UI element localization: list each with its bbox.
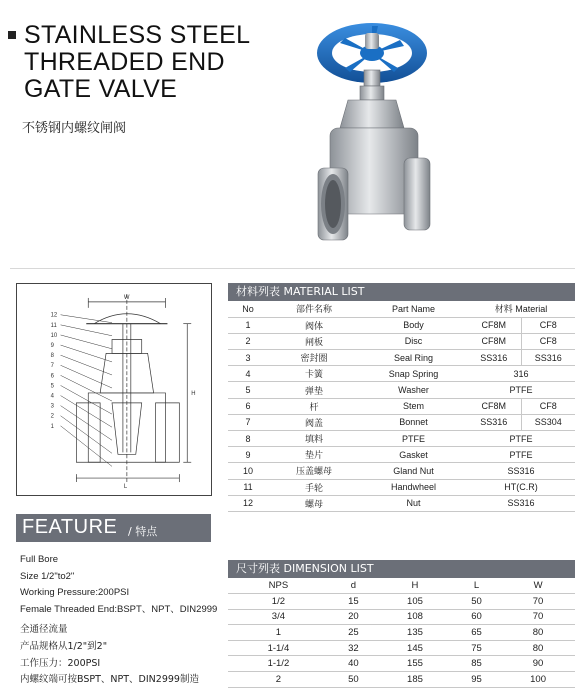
material-no: 3: [228, 350, 268, 366]
dimension-cell: 135: [378, 625, 452, 641]
dimension-cell: 1-1/4: [228, 640, 329, 656]
dimension-cell: 70: [501, 594, 575, 610]
dimension-cell: 3/4: [228, 609, 329, 625]
material-part-en: Gland Nut: [360, 463, 467, 479]
leader-line: [61, 406, 112, 441]
dimension-cell: 50: [452, 594, 501, 610]
part-number-label: 6: [50, 373, 54, 380]
material-value: SS316: [467, 495, 575, 511]
leader-line: [61, 345, 112, 362]
col-material: 材料 Material: [467, 301, 575, 317]
material-part-en: Stem: [360, 398, 467, 414]
leader-line: [61, 396, 112, 428]
part-number-label: 4: [50, 393, 54, 400]
title-line-3: GATE VALVE: [24, 75, 178, 103]
material-part-cn: 阀盖: [268, 414, 360, 430]
dim-col-d: d: [329, 578, 378, 594]
dim-col-w: W: [501, 578, 575, 594]
dimension-row: [228, 625, 575, 641]
dimension-row: [228, 640, 575, 656]
dim-col-l: L: [452, 578, 501, 594]
material-no: 11: [228, 479, 268, 495]
dimension-row: [228, 609, 575, 625]
material-part-en: Body: [360, 317, 467, 333]
dimension-cell: 85: [452, 656, 501, 672]
valve-product-image: [300, 8, 450, 258]
material-part-cn: 手轮: [268, 479, 360, 495]
material-part-cn: 卡簧: [268, 366, 360, 382]
dim-w-label: W: [123, 294, 130, 301]
part-number-label: 8: [50, 353, 54, 360]
dimension-cell: 15: [329, 594, 378, 610]
material-part-cn: 垫片: [268, 447, 360, 463]
part-number-label: 2: [50, 413, 54, 420]
material-part-en: Seal Ring: [360, 350, 467, 366]
dimension-cell: 70: [501, 609, 575, 625]
title-bullet: [8, 31, 16, 39]
dimension-cell: 90: [501, 656, 575, 672]
material-part-en: PTFE: [360, 431, 467, 447]
leader-line: [61, 385, 112, 414]
material-row: [228, 317, 575, 333]
material-value-1: CF8M: [467, 398, 521, 414]
dim-col-h: H: [378, 578, 452, 594]
part-number-label: 7: [50, 363, 54, 370]
feature-en-2: Size 1/2"to2": [20, 570, 75, 582]
material-value: 316: [467, 366, 575, 382]
part-number-label: 3: [50, 403, 54, 410]
leader-line: [61, 365, 112, 388]
dimension-cell: 80: [501, 640, 575, 656]
dimension-cell: 185: [378, 672, 452, 688]
dimension-row: [228, 594, 575, 610]
material-value-2: CF8: [521, 317, 575, 333]
material-table-header-row: [228, 301, 575, 317]
material-part-en: Bonnet: [360, 414, 467, 430]
material-row: [228, 479, 575, 495]
material-row: [228, 350, 575, 366]
material-value-2: CF8: [521, 333, 575, 349]
dimension-cell: 1-1/2: [228, 656, 329, 672]
leader-line: [61, 335, 112, 349]
material-part-en: Handwheel: [360, 479, 467, 495]
dimension-cell: 40: [329, 656, 378, 672]
material-no: 12: [228, 495, 268, 511]
dimension-cell: 25: [329, 625, 378, 641]
material-value-2: CF8: [521, 398, 575, 414]
material-value-1: CF8M: [467, 317, 521, 333]
material-row: [228, 447, 575, 463]
leader-line: [61, 416, 112, 454]
dimension-cell: 65: [452, 625, 501, 641]
feature-title-cn: / 特点: [128, 525, 158, 538]
material-part-cn: 闸板: [268, 333, 360, 349]
feature-en-1: Full Bore: [20, 554, 59, 565]
leader-line: [61, 325, 112, 336]
part-number-label: 12: [50, 312, 58, 319]
feature-en-3: Working Pressure:200PSI: [20, 587, 130, 599]
part-number-label: 9: [50, 343, 54, 350]
material-part-cn: 密封圈: [268, 350, 360, 366]
material-no: 9: [228, 447, 268, 463]
leader-line: [61, 426, 112, 467]
material-value: PTFE: [467, 447, 575, 463]
material-part-cn: 杆: [268, 398, 360, 414]
material-no: 8: [228, 431, 268, 447]
material-row: [228, 414, 575, 430]
col-part-en: Part Name: [360, 301, 467, 317]
material-part-en: Gasket: [360, 447, 467, 463]
leader-line: [61, 375, 112, 401]
material-no: 2: [228, 333, 268, 349]
material-row: [228, 398, 575, 414]
dimension-cell: 145: [378, 640, 452, 656]
feature-cn-4: 内螺纹端可按BSPT、NPT、DIN2999制造: [20, 674, 199, 686]
dimension-cell: 2: [228, 672, 329, 688]
material-row: [228, 495, 575, 511]
title-line-1: STAINLESS STEEL: [24, 21, 251, 49]
dimension-cell: 105: [378, 594, 452, 610]
dimension-cell: 108: [378, 609, 452, 625]
col-part-cn: 部件名称: [268, 301, 360, 317]
material-row: [228, 431, 575, 447]
feature-list: [20, 552, 217, 689]
material-value: HT(C.R): [467, 479, 575, 495]
material-no: 6: [228, 398, 268, 414]
feature-cn-1: 全通径流量: [20, 624, 68, 636]
section-divider: [10, 268, 575, 269]
material-list-header: 材料列表 MATERIAL LIST: [228, 283, 575, 301]
feature-en-4: Female Threaded End:BSPT、NPT、DIN2999: [20, 603, 218, 615]
part-number-label: 11: [50, 322, 57, 329]
dimension-cell: 75: [452, 640, 501, 656]
material-no: 1: [228, 317, 268, 333]
material-part-en: Nut: [360, 495, 467, 511]
material-row: [228, 463, 575, 479]
material-value-1: SS316: [467, 350, 521, 366]
material-value-1: CF8M: [467, 333, 521, 349]
feature-cn-3: 工作压力：200PSI: [20, 657, 101, 669]
page-title: [24, 22, 284, 103]
material-value-2: SS316: [521, 350, 575, 366]
dimension-cell: 155: [378, 656, 452, 672]
material-row: [228, 333, 575, 349]
material-part-cn: 阀体: [268, 317, 360, 333]
dimension-cell: 32: [329, 640, 378, 656]
title-line-2: THREADED END: [24, 48, 225, 76]
material-part-cn: 压盖螺母: [268, 463, 360, 479]
material-part-cn: 填料: [268, 431, 360, 447]
dimension-cell: 80: [501, 625, 575, 641]
dim-col-nps: NPS: [228, 578, 329, 594]
feature-header: [16, 514, 211, 542]
material-part-en: Disc: [360, 333, 467, 349]
dimension-row: [228, 656, 575, 672]
material-value-1: SS316: [467, 414, 521, 430]
part-number-label: 10: [50, 332, 58, 339]
material-part-cn: 螺母: [268, 495, 360, 511]
material-row: [228, 382, 575, 398]
dimension-cell: 1: [228, 625, 329, 641]
dimension-header-row: [228, 578, 575, 594]
dimension-row: [228, 672, 575, 688]
material-table: [228, 301, 575, 512]
material-value-2: SS304: [521, 414, 575, 430]
dimension-cell: 1/2: [228, 594, 329, 610]
dim-l-label: L: [123, 483, 128, 490]
material-part-en: Snap Spring: [360, 366, 467, 382]
feature-cn-2: 产品规格从1/2"到2": [20, 640, 108, 652]
dimension-table: [228, 578, 575, 688]
material-value: PTFE: [467, 382, 575, 398]
material-value: SS316: [467, 463, 575, 479]
material-part-en: Washer: [360, 382, 467, 398]
dimension-cell: 50: [329, 672, 378, 688]
material-no: 7: [228, 414, 268, 430]
feature-title: FEATURE: [22, 516, 118, 538]
part-number-label: 1: [50, 423, 54, 430]
material-value: PTFE: [467, 431, 575, 447]
dimension-list-header: 尺寸列表 DIMENSION LIST: [228, 560, 575, 578]
col-no: No: [228, 301, 268, 317]
dimension-cell: 100: [501, 672, 575, 688]
material-no: 10: [228, 463, 268, 479]
dimension-cell: 95: [452, 672, 501, 688]
title-chinese: 不锈钢内螺纹闸阀: [22, 121, 127, 136]
material-part-cn: 弹垫: [268, 382, 360, 398]
dim-h-label: H: [191, 390, 196, 397]
part-number-label: 5: [50, 383, 54, 390]
valve-cross-section-drawing: [16, 283, 212, 496]
material-no: 5: [228, 382, 268, 398]
material-no: 4: [228, 366, 268, 382]
material-row: [228, 366, 575, 382]
dimension-cell: 20: [329, 609, 378, 625]
dimension-cell: 60: [452, 609, 501, 625]
